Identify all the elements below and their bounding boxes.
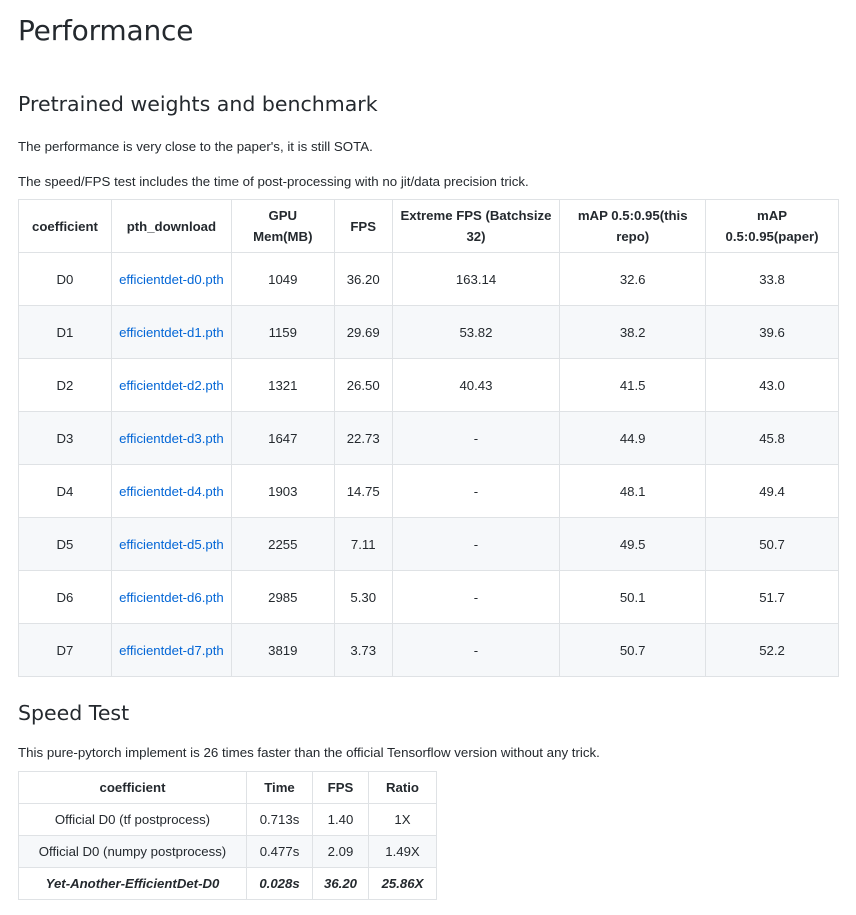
coefficient-cell: Official D0 (numpy postprocess) [19, 836, 247, 868]
map-paper-cell: 39.6 [706, 306, 839, 359]
table-row [19, 306, 839, 359]
benchmark-heading: Pretrained weights and benchmark [18, 92, 378, 116]
speed-header-row [19, 772, 437, 804]
col-header-ratio: Ratio [369, 772, 437, 804]
col-header-coefficient: coefficient [19, 200, 112, 253]
speed-table [18, 771, 437, 900]
table-row [19, 836, 437, 868]
table-row [19, 465, 839, 518]
map-this-repo-cell: 41.5 [560, 359, 706, 412]
benchmark-note-1: The performance is very close to the paper's, it is still SOTA. [18, 139, 373, 154]
gpu-mem-cell: 1903 [231, 465, 334, 518]
download-cell [111, 571, 231, 624]
fps-cell: 2.09 [313, 836, 369, 868]
extreme-fps-cell: - [392, 465, 560, 518]
extreme-fps-cell: 163.14 [392, 253, 560, 306]
download-cell [111, 465, 231, 518]
fps-cell: 7.11 [334, 518, 392, 571]
gpu-mem-cell: 2985 [231, 571, 334, 624]
coefficient-cell: D6 [19, 571, 112, 624]
extreme-fps-cell: - [392, 571, 560, 624]
map-this-repo-cell: 50.1 [560, 571, 706, 624]
coefficient-cell: D5 [19, 518, 112, 571]
coefficient-cell: D2 [19, 359, 112, 412]
download-link[interactable]: efficientdet-d1.pth [119, 324, 224, 340]
col-header-gpu-mem: GPU Mem(MB) [231, 200, 334, 253]
time-cell: 0.713s [247, 804, 313, 836]
map-paper-cell: 52.2 [706, 624, 839, 677]
benchmark-header-row [19, 200, 839, 253]
fps-cell: 36.20 [334, 253, 392, 306]
page-title: Performance [18, 14, 194, 47]
gpu-mem-cell: 1049 [231, 253, 334, 306]
coefficient-cell: D1 [19, 306, 112, 359]
gpu-mem-cell: 2255 [231, 518, 334, 571]
map-this-repo-cell: 49.5 [560, 518, 706, 571]
time-cell: 0.477s [247, 836, 313, 868]
coefficient-cell: D3 [19, 412, 112, 465]
fps-cell: 1.40 [313, 804, 369, 836]
map-this-repo-cell: 48.1 [560, 465, 706, 518]
fps-cell: 3.73 [334, 624, 392, 677]
map-this-repo-cell: 32.6 [560, 253, 706, 306]
table-row [19, 518, 839, 571]
benchmark-table [18, 199, 839, 677]
coefficient-cell: D7 [19, 624, 112, 677]
time-cell: 0.028s [247, 868, 313, 900]
map-paper-cell: 51.7 [706, 571, 839, 624]
map-this-repo-cell: 50.7 [560, 624, 706, 677]
download-cell [111, 412, 231, 465]
coefficient-cell: D0 [19, 253, 112, 306]
fps-cell: 5.30 [334, 571, 392, 624]
ratio-cell: 25.86X [369, 868, 437, 900]
speed-test-note: This pure-pytorch implement is 26 times faster than the official Tensorflow version without any trick. [18, 745, 600, 760]
gpu-mem-cell: 1159 [231, 306, 334, 359]
benchmark-note-2: The speed/FPS test includes the time of post-processing with no jit/data precision trick. [18, 174, 529, 189]
download-link[interactable]: efficientdet-d6.pth [119, 589, 224, 605]
map-this-repo-cell: 38.2 [560, 306, 706, 359]
fps-cell: 36.20 [313, 868, 369, 900]
gpu-mem-cell: 1321 [231, 359, 334, 412]
map-this-repo-cell: 44.9 [560, 412, 706, 465]
col-header-fps: FPS [313, 772, 369, 804]
table-row [19, 804, 437, 836]
download-cell [111, 253, 231, 306]
map-paper-cell: 43.0 [706, 359, 839, 412]
col-header-map-paper: mAP 0.5:0.95(paper) [706, 200, 839, 253]
ratio-cell: 1X [369, 804, 437, 836]
table-row [19, 624, 839, 677]
download-link[interactable]: efficientdet-d5.pth [119, 536, 224, 552]
col-header-map-this-repo: mAP 0.5:0.95(this repo) [560, 200, 706, 253]
col-header-pth-download: pth_download [111, 200, 231, 253]
download-cell [111, 518, 231, 571]
map-paper-cell: 33.8 [706, 253, 839, 306]
download-cell [111, 624, 231, 677]
fps-cell: 26.50 [334, 359, 392, 412]
gpu-mem-cell: 1647 [231, 412, 334, 465]
fps-cell: 14.75 [334, 465, 392, 518]
download-link[interactable]: efficientdet-d3.pth [119, 430, 224, 446]
col-header-time: Time [247, 772, 313, 804]
table-row [19, 571, 839, 624]
col-header-coefficient: coefficient [19, 772, 247, 804]
fps-cell: 29.69 [334, 306, 392, 359]
fps-cell: 22.73 [334, 412, 392, 465]
extreme-fps-cell: - [392, 412, 560, 465]
download-cell [111, 359, 231, 412]
col-header-extreme-fps: Extreme FPS (Batchsize 32) [392, 200, 560, 253]
table-row [19, 868, 437, 900]
col-header-fps: FPS [334, 200, 392, 253]
extreme-fps-cell: - [392, 518, 560, 571]
gpu-mem-cell: 3819 [231, 624, 334, 677]
map-paper-cell: 50.7 [706, 518, 839, 571]
speed-test-heading: Speed Test [18, 701, 130, 725]
extreme-fps-cell: 40.43 [392, 359, 560, 412]
coefficient-cell: D4 [19, 465, 112, 518]
map-paper-cell: 45.8 [706, 412, 839, 465]
coefficient-cell: Official D0 (tf postprocess) [19, 804, 247, 836]
download-link[interactable]: efficientdet-d7.pth [119, 642, 224, 658]
download-link[interactable]: efficientdet-d4.pth [119, 483, 224, 499]
map-paper-cell: 49.4 [706, 465, 839, 518]
extreme-fps-cell: - [392, 624, 560, 677]
table-row [19, 359, 839, 412]
table-row [19, 253, 839, 306]
download-cell [111, 306, 231, 359]
extreme-fps-cell: 53.82 [392, 306, 560, 359]
coefficient-cell: Yet-Another-EfficientDet-D0 [19, 868, 247, 900]
download-link[interactable]: efficientdet-d0.pth [119, 271, 224, 287]
table-row [19, 412, 839, 465]
ratio-cell: 1.49X [369, 836, 437, 868]
download-link[interactable]: efficientdet-d2.pth [119, 377, 224, 393]
